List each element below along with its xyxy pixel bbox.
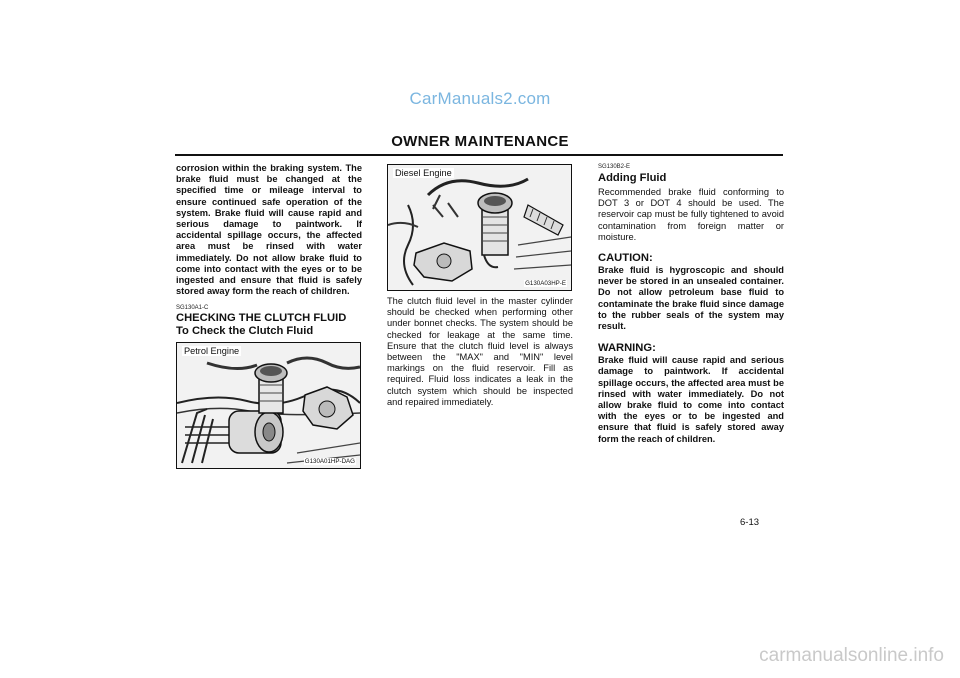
- section-code: SG130A1-C: [176, 305, 209, 311]
- petrol-engine-figure: [176, 342, 361, 469]
- section-title: CHECKING THE CLUTCH FLUID: [176, 312, 347, 324]
- diesel-figure-code: G130A03HP-E: [525, 280, 566, 287]
- subsection-title: To Check the Clutch Fluid: [176, 325, 314, 337]
- diesel-engine-illustration: [388, 165, 571, 290]
- caution-title: CAUTION:: [598, 252, 653, 265]
- diesel-engine-label: Diesel Engine: [395, 168, 452, 178]
- watermark-text: CarManuals2.com: [409, 89, 551, 108]
- section-title: Adding Fluid: [598, 172, 667, 184]
- section-code: SG130B2-E: [598, 164, 631, 170]
- page-header-title: OWNER MAINTENANCE: [391, 133, 569, 150]
- page-number: 6-13: [740, 517, 760, 528]
- footer-watermark: carmanualsonline.info: [759, 645, 944, 666]
- petrol-engine-illustration: [177, 343, 360, 468]
- petrol-figure-code: G130A01HP-DAG: [304, 458, 355, 465]
- clutch-fluid-body-text: The clutch fluid level in the master cylinder should be checked when performing other under bonnet checks. The system should be checked for leakage at the same time. Ensure that the clutch fluid level is always between the "MAX" and "MIN" level markings on the fluid reservoir. Fill as required. Fluid loss indicates a leak in the clutch system which should be inspected and repaired immediately.: [387, 296, 573, 407]
- caution-body-text: Brake fluid is hygroscopic and should never be stored in an unsealed container. Do not allow petroleum base fluid to contaminate the brake fluid since damage to the rubber seals of the system may result.: [598, 265, 784, 332]
- adding-fluid-section: [598, 163, 784, 445]
- header-rule: [175, 154, 783, 156]
- warning-continuation-text: corrosion within the braking system. The brake fluid must be changed at the specified time or mileage interval to ensure continued safe operation of the system. Brake fluid will cause rapid and serious damage to paintwork. If accidental spillage occurs, the affected area must be rinsed with water immediately. Do not allow brake fluid to come into contact with the eyes or to be ingested and ensure that fluid is safely stored away form the reach of children.: [176, 163, 362, 297]
- adding-fluid-body-text: Recommended brake fluid conforming to DOT 3 or DOT 4 should be used. The reservoir cap must be fully tightened to avoid contamination from foreign matter or moisture.: [598, 187, 784, 242]
- petrol-engine-label: Petrol Engine: [184, 346, 240, 356]
- diesel-engine-figure: [387, 164, 572, 291]
- warning-title: WARNING:: [598, 342, 656, 355]
- warning-body-text: Brake fluid will cause rapid and serious damage to paintwork. If accidental spillage occurs, the affected area must be rinsed with water immediately. Do not allow brake fluid to come into contact with the eyes or to be ingested and ensure that fluid is safely stored away form the reach of children.: [598, 355, 784, 444]
- clutch-section-heading: [176, 304, 362, 338]
